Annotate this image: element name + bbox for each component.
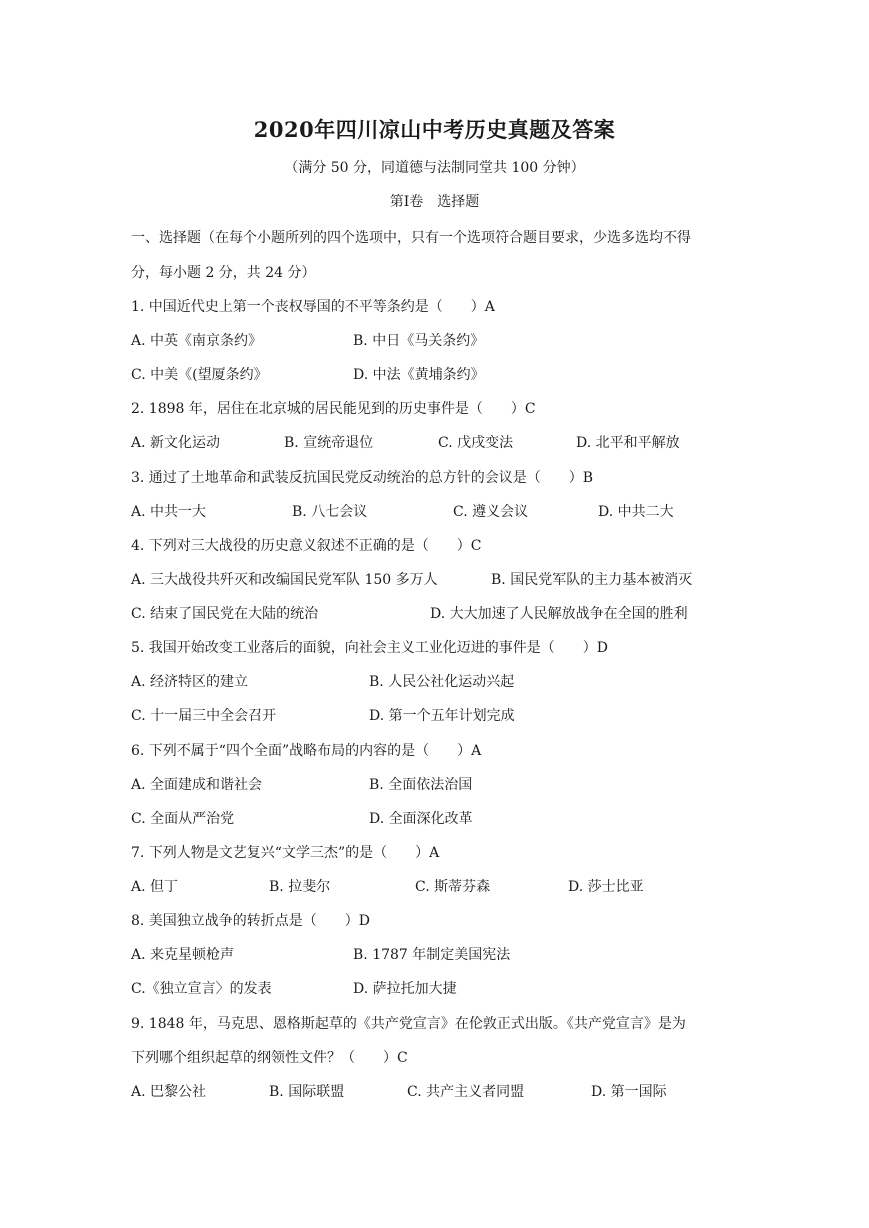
question-9-option-d: D. 第一国际 xyxy=(591,1084,667,1100)
question-4-option-d: D. 大大加速了人民解放战争在全国的胜利 xyxy=(430,606,688,622)
question-1-option-c: C. 中美《(望厦条约》 xyxy=(131,367,268,383)
instructions-line-2: 分，每小题 2 分，共 24 分） xyxy=(131,265,316,281)
question-3-stem: 3. 通过了土地革命和武装反抗国民党反动统治的总方针的会议是（ ）B xyxy=(131,470,594,486)
question-6-stem: 6. 下列不属于“四个全面”战略布局的内容的是（ ）A xyxy=(131,743,482,759)
question-3-option-c: C. 遵义会议 xyxy=(453,504,529,520)
question-8-stem: 8. 美国独立战争的转折点是（ ）D xyxy=(131,913,371,929)
question-5-stem: 5. 我国开始改变工业落后的面貌，向社会主义工业化迈进的事件是（ ）D xyxy=(131,640,609,656)
question-1-option-b: B. 中日《马关条约》 xyxy=(353,333,485,349)
question-4-stem: 4. 下列对三大战役的历史意义叙述不正确的是（ ）C xyxy=(131,538,482,554)
page-title: 2020年四川凉山中考历史真题及答案 xyxy=(253,117,616,142)
question-2-stem: 2. 1898 年，居住在北京城的居民能见到的历史事件是（ ）C xyxy=(131,401,536,417)
question-6-option-a: A. 全面建成和谐社会 xyxy=(131,777,263,793)
question-9-option-c: C. 共产主义者同盟 xyxy=(407,1084,525,1100)
question-9-stem-continued: 下列哪个组织起草的纲领性文件？（ ）C xyxy=(131,1050,408,1066)
question-6-option-b: B. 全面依法治国 xyxy=(369,777,473,793)
question-1-option-d: D. 中法《黄埔条约》 xyxy=(353,367,485,383)
instructions-line-1: 一、选择题（在每个小题所列的四个选项中，只有一个选项符合题目要求，少选多选均不得 xyxy=(131,230,691,246)
question-2-option-d: D. 北平和平解放 xyxy=(576,435,680,451)
question-5-option-d: D. 第一个五年计划完成 xyxy=(369,708,515,724)
question-8-option-a: A. 来克星顿枪声 xyxy=(131,947,235,963)
section-heading: 第Ⅰ卷 选择题 xyxy=(389,194,480,210)
question-7-option-d: D. 莎士比亚 xyxy=(568,879,644,895)
question-3-option-d: D. 中共二大 xyxy=(598,504,674,520)
question-2-option-a: A. 新文化运动 xyxy=(131,435,221,451)
question-4-option-b: B. 国民党军队的主力基本被消灭 xyxy=(491,572,693,588)
question-3-option-b: B. 八七会议 xyxy=(292,504,368,520)
question-9-stem: 9. 1848 年，马克思、恩格斯起草的《共产党宣言》在伦敦正式出版。《共产党宣言》是为 xyxy=(131,1016,686,1032)
question-7-option-a: A. 但丁 xyxy=(131,879,179,895)
exam-subtitle: （满分 50 分，同道德与法制同堂共 100 分钟） xyxy=(284,160,585,176)
question-2-option-c: C. 戊戌变法 xyxy=(438,435,514,451)
question-5-option-b: B. 人民公社化运动兴起 xyxy=(369,674,515,690)
question-2-option-b: B. 宣统帝退位 xyxy=(284,435,374,451)
question-7-option-b: B. 拉斐尔 xyxy=(269,879,331,895)
question-7-stem: 7. 下列人物是文艺复兴“文学三杰”的是（ ）A xyxy=(131,845,440,861)
question-5-option-a: A. 经济特区的建立 xyxy=(131,674,249,690)
question-4-option-c: C. 结束了国民党在大陆的统治 xyxy=(131,606,319,622)
question-9-option-b: B. 国际联盟 xyxy=(269,1084,345,1100)
question-4-option-a: A. 三大战役共歼灭和改编国民党军队 150 多万人 xyxy=(131,572,438,588)
question-8-option-b: B. 1787 年制定美国宪法 xyxy=(353,947,511,963)
question-8-option-d: D. 萨拉托加大捷 xyxy=(353,981,457,997)
question-8-option-c: C.《独立宣言〉的发表 xyxy=(131,981,272,997)
question-3-option-a: A. 中共一大 xyxy=(131,504,207,520)
question-1-option-a: A. 中英《南京条约》 xyxy=(131,333,263,349)
question-9-option-a: A. 巴黎公社 xyxy=(131,1084,207,1100)
question-1-stem: 1. 中国近代史上第一个丧权辱国的不平等条约是（ ）A xyxy=(131,299,495,315)
question-6-option-c: C. 全面从严治党 xyxy=(131,811,235,827)
question-5-option-c: C. 十一届三中全会召开 xyxy=(131,708,277,724)
question-7-option-c: C. 斯蒂芬森 xyxy=(415,879,491,895)
question-6-option-d: D. 全面深化改革 xyxy=(369,811,473,827)
